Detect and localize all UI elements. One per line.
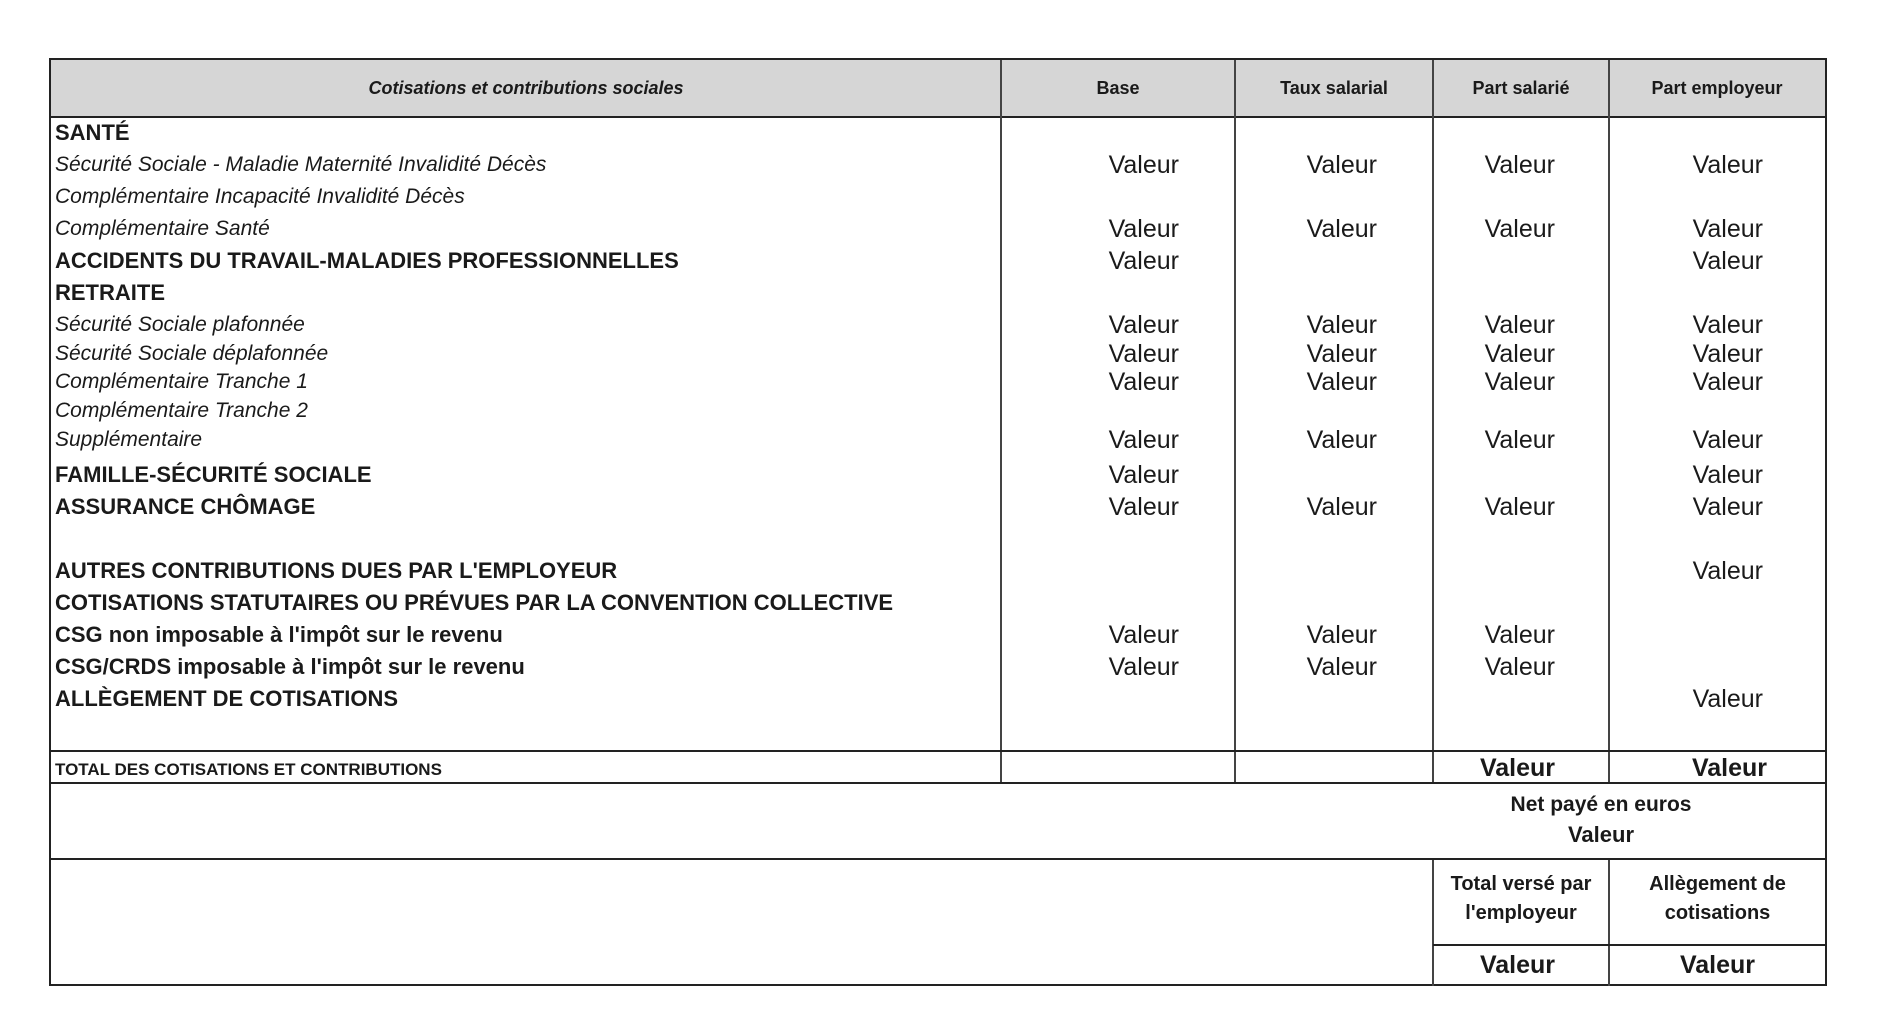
cell-taux: Valeur [1306, 621, 1377, 649]
row-label: CSG non imposable à l'impôt sur le revenu [55, 622, 503, 647]
cell-part-employeur: Valeur [1692, 311, 1763, 339]
cell-part-salarie: Valeur [1484, 151, 1555, 179]
table-row [51, 460, 1825, 490]
cell-taux: Valeur [1306, 340, 1377, 368]
cell-part-employeur: Valeur [1692, 426, 1763, 454]
cell-part-salarie: Valeur [1484, 340, 1555, 368]
row-label: Complémentaire Tranche 2 [55, 399, 308, 422]
cell-base: Valeur [1108, 151, 1179, 179]
cell-part-salarie: Valeur [1484, 653, 1555, 681]
table-row [51, 684, 1825, 714]
cell-part-employeur: Valeur [1692, 461, 1763, 489]
divider [51, 750, 1825, 752]
cell-part-employeur: Valeur [1692, 247, 1763, 275]
table-header [51, 60, 1825, 118]
cell-part-employeur: Valeur [1692, 368, 1763, 396]
total-label: TOTAL DES COTISATIONS ET CONTRIBUTIONS [55, 760, 442, 779]
allegement-value: Valeur [1679, 951, 1755, 979]
cell-taux: Valeur [1306, 493, 1377, 521]
table-row [51, 182, 1825, 212]
table-row [51, 310, 1825, 340]
divider [51, 782, 1825, 784]
table-row [51, 278, 1825, 308]
row-label: CSG/CRDS imposable à l'impôt sur le revenu [55, 654, 525, 679]
row-label: COTISATIONS STATUTAIRES OU PRÉVUES PAR LA CONVENTION COLLECTIVE [55, 590, 894, 615]
row-label: ASSURANCE CHÔMAGE [55, 494, 316, 519]
cell-part-salarie: Valeur [1484, 426, 1555, 454]
cell-taux: Valeur [1306, 426, 1377, 454]
total-verse-value: Valeur [1479, 951, 1555, 979]
cell-part-salarie: Valeur [1484, 493, 1555, 521]
row-label: Supplémentaire [55, 428, 203, 451]
cell-base: Valeur [1108, 426, 1179, 454]
cell-taux: Valeur [1306, 368, 1377, 396]
allegement-label: Allègement de cotisations [1649, 873, 1786, 924]
cell-taux: Valeur [1306, 151, 1377, 179]
cell-base: Valeur [1108, 461, 1179, 489]
table-row [51, 492, 1825, 522]
row-label: Complémentaire Incapacité Invalidité Décès [55, 185, 465, 208]
cell-part-employeur: Valeur [1692, 340, 1763, 368]
header-taux-salarial: Taux salarial [1280, 77, 1388, 98]
table-row [51, 214, 1825, 244]
total-part-employeur: Valeur [1691, 754, 1767, 782]
cell-base: Valeur [1108, 311, 1179, 339]
divider [1433, 944, 1825, 946]
total-verse-label: Total versé par l'employeur [1450, 873, 1592, 924]
table-row [51, 588, 1825, 618]
table-row [51, 150, 1825, 180]
row-label: FAMILLE-SÉCURITÉ SOCIALE [55, 462, 372, 487]
header-part-salarie: Part salarié [1472, 77, 1570, 98]
cell-base: Valeur [1108, 340, 1179, 368]
cell-taux: Valeur [1306, 215, 1377, 243]
table-row [51, 425, 1825, 455]
net-paye-value: Valeur [1567, 822, 1635, 847]
row-label: RETRAITE [55, 280, 165, 305]
net-paye-label: Net payé en euros [1510, 793, 1692, 816]
header-part-employeur: Part employeur [1651, 77, 1783, 98]
cell-base: Valeur [1108, 621, 1179, 649]
cell-part-salarie: Valeur [1484, 311, 1555, 339]
cell-base: Valeur [1108, 493, 1179, 521]
table-row [51, 367, 1825, 397]
table-row [51, 556, 1825, 586]
cell-part-employeur: Valeur [1692, 557, 1763, 585]
header-cotisations: Cotisations et contributions sociales [368, 77, 684, 98]
cell-base: Valeur [1108, 653, 1179, 681]
row-label: Sécurité Sociale déplafonnée [55, 342, 329, 365]
row-label: Sécurité Sociale - Maladie Maternité Invalidité Décès [55, 153, 547, 176]
payslip-contributions-table [49, 58, 1827, 986]
divider [51, 858, 1825, 860]
row-label: AUTRES CONTRIBUTIONS DUES PAR L'EMPLOYEUR [55, 558, 618, 583]
cell-part-salarie: Valeur [1484, 215, 1555, 243]
table-row [51, 620, 1825, 650]
row-label: Sécurité Sociale plafonnée [55, 313, 305, 336]
table-row [51, 118, 1825, 148]
row-label: ALLÈGEMENT DE COTISATIONS [55, 686, 399, 711]
cell-taux: Valeur [1306, 653, 1377, 681]
cell-part-employeur: Valeur [1692, 215, 1763, 243]
row-label: ACCIDENTS DU TRAVAIL-MALADIES PROFESSIONNELLES [55, 248, 679, 273]
cell-part-salarie: Valeur [1484, 621, 1555, 649]
table-row [51, 339, 1825, 369]
cell-part-employeur: Valeur [1692, 493, 1763, 521]
cell-part-employeur: Valeur [1692, 685, 1763, 713]
cell-base: Valeur [1108, 247, 1179, 275]
cell-part-salarie: Valeur [1484, 368, 1555, 396]
table-row [51, 652, 1825, 682]
cell-base: Valeur [1108, 368, 1179, 396]
row-label: SANTÉ [55, 120, 130, 145]
row-label: Complémentaire Santé [55, 217, 270, 240]
table-row [51, 246, 1825, 276]
cell-base: Valeur [1108, 215, 1179, 243]
row-label: Complémentaire Tranche 1 [55, 370, 308, 393]
cell-part-employeur: Valeur [1692, 151, 1763, 179]
total-part-salarie: Valeur [1479, 754, 1555, 782]
header-base: Base [1096, 77, 1140, 98]
cell-taux: Valeur [1306, 311, 1377, 339]
table-row [51, 396, 1825, 426]
